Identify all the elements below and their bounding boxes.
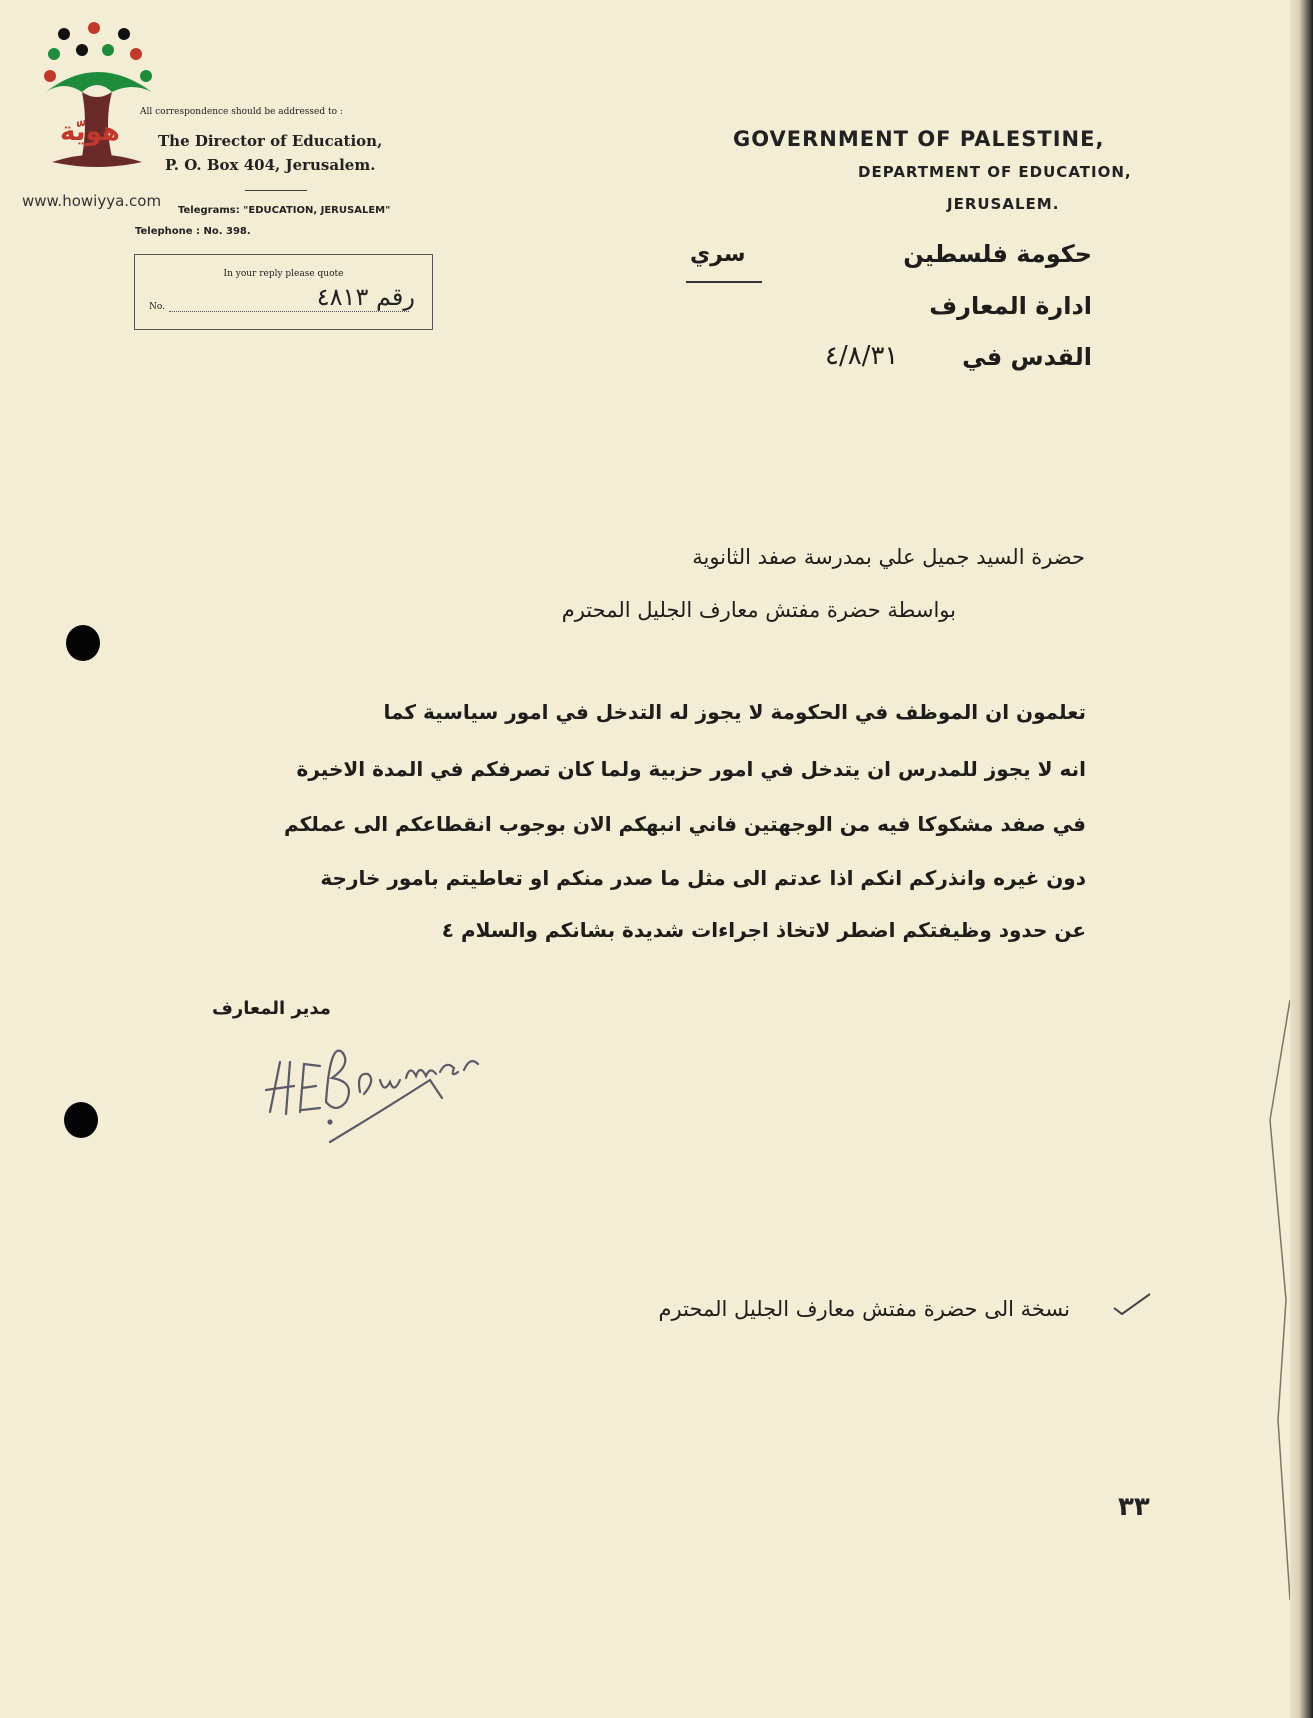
- body-line: انه لا يجوز للمدرس ان يتدخل في امور حزبية ولما كان تصرفكم في المدة الاخيرة: [296, 757, 1086, 781]
- body-line: تعلمون ان الموظف في الحكومة لا يجوز له التدخل في امور سياسية كما: [383, 700, 1086, 724]
- department-title-ar: ادارة المعارف: [929, 292, 1092, 320]
- copy-note: نسخة الى حضرة مفتش معارف الجليل المحترم: [658, 1297, 1070, 1321]
- reply-quote-label: In your reply please quote: [223, 269, 344, 279]
- checkmark-icon: [1110, 1290, 1154, 1318]
- reference-number: رقم ٤٨١٣: [316, 283, 415, 311]
- correspondence-note: All correspondence should be addressed to :: [140, 107, 343, 117]
- body-line: عن حدود وظيفتكم اضطر لاتخاذ اجراءات شديدة بشانكم والسلام ٤: [441, 918, 1086, 942]
- reference-box: [134, 254, 433, 330]
- telephone-line: Telephone : No. 398.: [135, 226, 251, 237]
- government-title-ar: حكومة فلسطين: [903, 240, 1092, 268]
- divider: [245, 190, 307, 191]
- punch-hole: [66, 625, 100, 661]
- director-address: The Director of Education,: [158, 132, 383, 150]
- body-line: دون غيره وانذركم انكم اذا عدتم الى مثل ما صدر منكم او تعاطيتم بامور خارجة: [320, 866, 1086, 890]
- date-label-ar: القدس في: [962, 343, 1092, 371]
- howiyya-logo-icon: [42, 22, 160, 182]
- addressee-line: حضرة السيد جميل علي بمدرسة صفد الثانوية: [692, 545, 1085, 569]
- signer-title: مدير المعارف: [212, 998, 331, 1019]
- no-label: No.: [149, 302, 165, 312]
- body-line: في صفد مشكوكا فيه من الوجهتين فاني انبهكم الان بوجوب انقطاعكم الى عملكم: [283, 812, 1086, 836]
- letter-date: ٤/٨/٣١: [825, 341, 899, 371]
- government-title: GOVERNMENT OF PALESTINE,: [733, 127, 1105, 151]
- classification-secret: سري: [690, 242, 746, 267]
- page-number: ٣٣: [1118, 1492, 1150, 1522]
- watermark-url: www.howiyya.com: [22, 192, 162, 210]
- signature-image: [260, 1002, 550, 1152]
- department-title: DEPARTMENT OF EDUCATION,: [858, 163, 1132, 181]
- classification-underline: [686, 281, 762, 283]
- punch-hole: [64, 1102, 98, 1138]
- dotted-line: [169, 311, 409, 312]
- scan-edge: [1290, 0, 1313, 1718]
- po-box: P. O. Box 404, Jerusalem.: [165, 156, 376, 174]
- logo-wordmark: هويّة: [60, 117, 120, 147]
- telegrams-line: Telegrams: "EDUCATION, JERUSALEM": [178, 205, 391, 216]
- via-line: بواسطة حضرة مفتش معارف الجليل المحترم: [561, 598, 956, 622]
- city-title: JERUSALEM.: [947, 195, 1060, 213]
